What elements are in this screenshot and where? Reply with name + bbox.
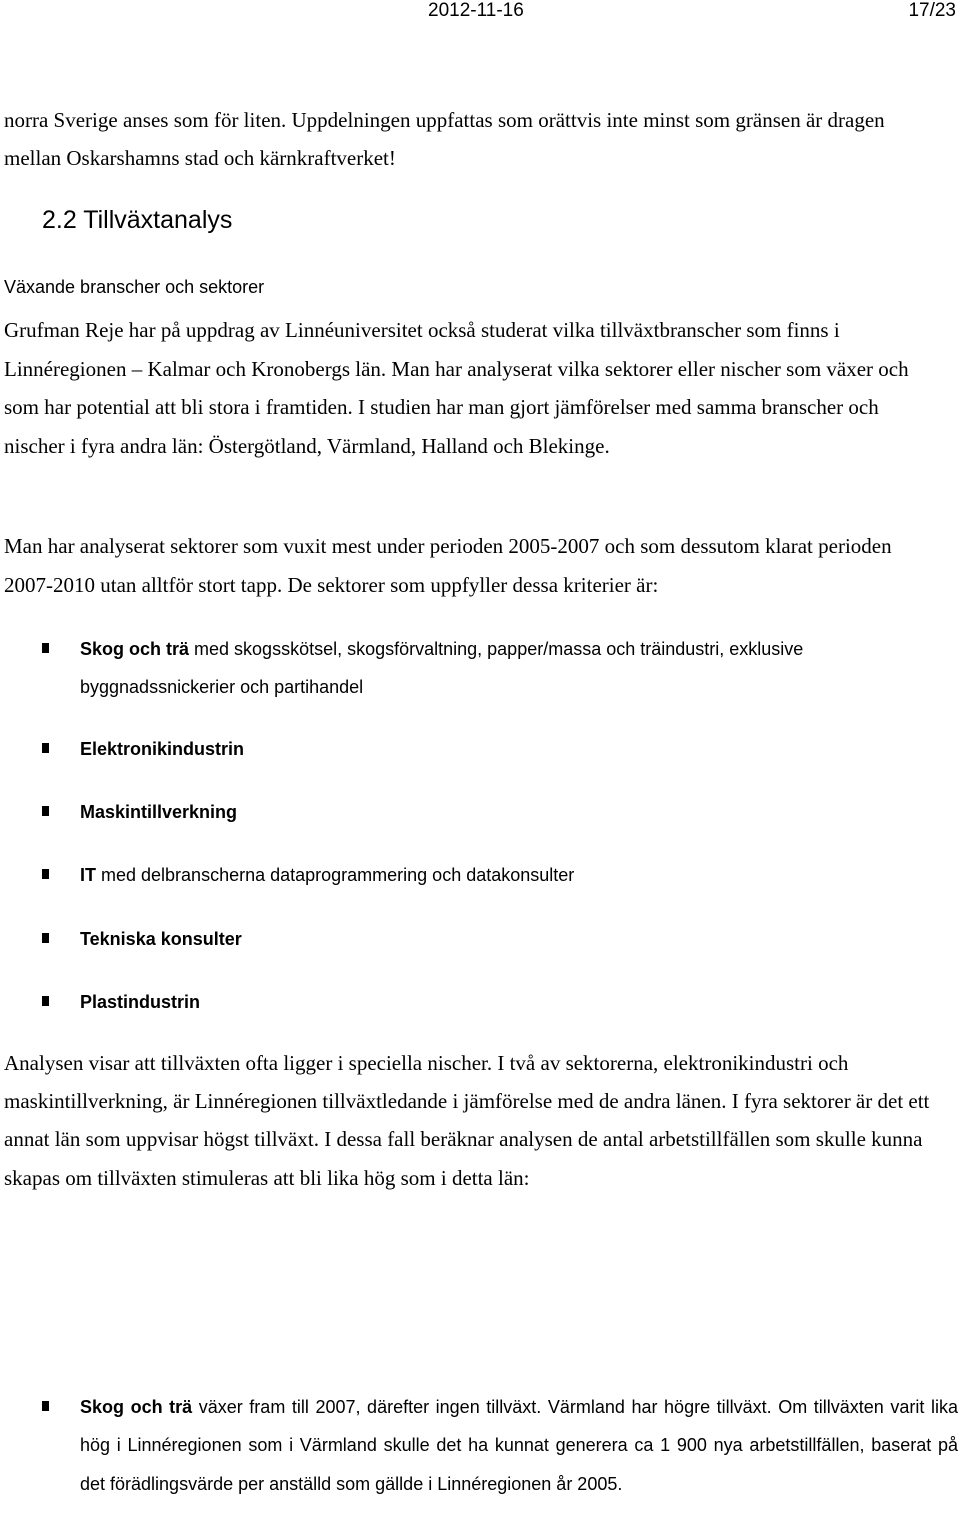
sector-name: Tekniska konsulter bbox=[80, 929, 242, 949]
square-bullet-icon bbox=[42, 643, 49, 653]
sector-list-item bbox=[0, 793, 950, 831]
sector-name: IT bbox=[80, 865, 96, 885]
page-number: 17/23 bbox=[908, 0, 956, 21]
square-bullet-icon bbox=[42, 1401, 49, 1411]
square-bullet-icon bbox=[42, 869, 49, 879]
section-heading: 2.2 Tillväxtanalys bbox=[42, 206, 233, 234]
sector-list-item bbox=[0, 920, 950, 958]
detail-sector-name: Skog och trä bbox=[80, 1397, 193, 1417]
analysis-paragraph: Analysen visar att tillväxten ofta ligger i speciella nischer. I två av sektorerna, elektronikindustri och maskintillverkning, är Linnéregionen tillväxtledande i jämförelse med de andra länen. I fyra sektorer är det ett annat län som uppvisar högst tillväxt. I dessa fall beräknar analysen de antal arbetstillfällen som skulle kunna skapas om tillväxten stimuleras att bli lika hög som i detta län: bbox=[4, 1051, 930, 1190]
sector-description: med skogsskötsel, skogsförvaltning, papper/massa och träindustri, exklusive byggnadssnickerier och partihandel bbox=[80, 639, 804, 697]
intro-paragraph: norra Sverige anses som för liten. Uppdelningen uppfattas som orättvis inte minst som gränsen är dragen mellan Oskarshamns stad och kärnkraftverket! bbox=[4, 108, 885, 170]
sector-name: Elektronikindustrin bbox=[80, 739, 245, 759]
header-date: 2012-11-16 bbox=[428, 0, 524, 21]
sector-name: Maskintillverkning bbox=[80, 802, 238, 822]
section-paragraph-2: Man har analyserat sektorer som vuxit mest under perioden 2005-2007 och som dessutom klarat perioden 2007-2010 utan alltför stort tapp. De sektorer som uppfyller dessa kriterier är: bbox=[4, 534, 892, 597]
sector-list-item bbox=[0, 630, 950, 706]
section-paragraph-1: Grufman Reje har på uppdrag av Linnéuniversitet också studerat vilka tillväxtbranscher som finns i Linnéregionen – Kalmar och Kronobergs län. Man har analyserat vilka sektorer eller nischer som växer och som har potential att bli stora i framtiden. I studien har man gjort jämförelser med samma branscher och nischer i fyra andra län: Östergötland, Värmland, Halland och Blekinge. bbox=[4, 318, 909, 458]
sector-description: med delbranscherna dataprogrammering och datakonsulter bbox=[96, 865, 575, 885]
section-subheading: Växande branscher och sektorer bbox=[4, 277, 265, 297]
square-bullet-icon bbox=[42, 806, 49, 816]
square-bullet-icon bbox=[42, 996, 49, 1006]
sector-list-item bbox=[0, 983, 950, 1021]
square-bullet-icon bbox=[42, 743, 49, 753]
sector-list-item bbox=[0, 730, 950, 768]
sector-list-item bbox=[0, 856, 950, 894]
sector-name: Skog och trä bbox=[80, 639, 190, 659]
detail-description: växer fram till 2007, därefter ingen tillväxt. Värmland har högre tillväxt. Om tillväxten varit lika hög i Linnéregionen som i Värmland skulle det ha kunnat generera ca 1 900 nya arbetstillfällen, baserat på det förädlingsvärde per anställd som gällde i Linnéregionen år 2005. bbox=[80, 1397, 958, 1494]
detail-list-item bbox=[0, 1388, 958, 1503]
sector-name: Plastindustrin bbox=[80, 992, 201, 1012]
square-bullet-icon bbox=[42, 933, 49, 943]
